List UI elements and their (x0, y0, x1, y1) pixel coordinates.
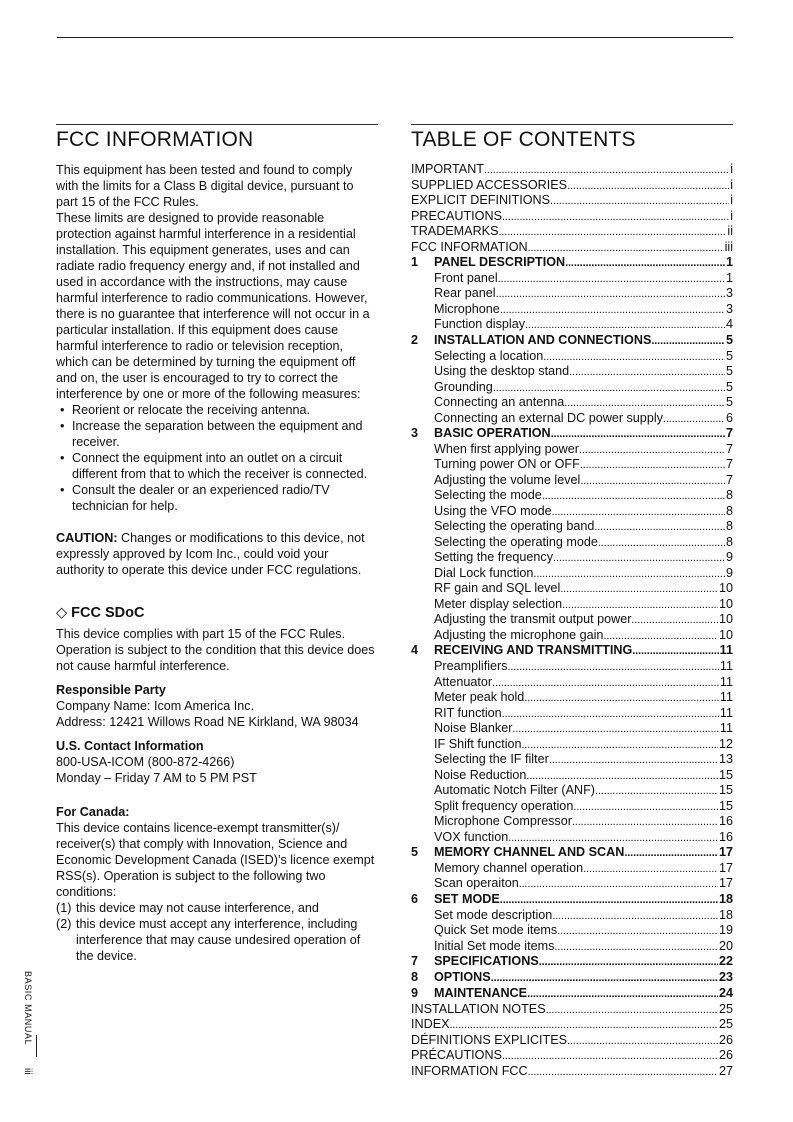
toc-dot-leader (522, 737, 718, 754)
toc-entry-title: When first applying power (434, 441, 579, 456)
fcc-measures-list (56, 402, 378, 514)
toc-dot-leader (524, 690, 719, 707)
toc-dot-leader (519, 876, 718, 893)
toc-entry-title: SET MODE (434, 891, 500, 906)
toc-dot-leader (573, 799, 718, 816)
toc-entry-title: Grounding (434, 379, 493, 394)
toc-entry-page: 26 (718, 1048, 733, 1063)
toc-entry (411, 473, 733, 489)
toc-dot-leader (512, 721, 719, 738)
toc-entry-page: 7 (725, 441, 733, 456)
company-address: Address: 12421 Willows Road NE Kirkland, WA 98034 (56, 715, 359, 729)
toc-entry-title: SPECIFICATIONS (434, 954, 539, 969)
toc-entry-title: Set mode description (434, 907, 553, 922)
toc-dot-leader (507, 659, 718, 676)
toc-entry-page: 5 (725, 395, 733, 410)
toc-entry (411, 892, 733, 908)
toc-dot-leader (542, 488, 725, 505)
toc-dot-leader (502, 209, 729, 226)
toc-entry (411, 1048, 733, 1064)
toc-entry-title: IF Shift function (434, 736, 522, 751)
toc-entry-title: Microphone (434, 301, 500, 316)
toc-entry-page: 22 (718, 954, 733, 969)
toc-dot-leader (502, 1048, 718, 1065)
toc-dot-leader (579, 442, 725, 459)
toc-dot-leader (526, 768, 718, 785)
toc-entry-title: Using the VFO mode (434, 503, 552, 518)
toc-entry (411, 178, 733, 194)
toc-dot-leader (598, 535, 725, 552)
toc-entry-page: iii (724, 239, 733, 254)
toc-dot-leader (498, 224, 726, 241)
toc-entry (411, 395, 733, 411)
toc-dot-leader (554, 939, 718, 956)
toc-entry (411, 317, 733, 333)
toc-entry-page: 13 (718, 752, 733, 767)
caution-label: CAUTION: (56, 531, 118, 545)
toc-dot-leader (567, 178, 729, 195)
toc-dot-leader (539, 954, 718, 971)
toc-entry-title: Memory channel operation (434, 860, 584, 875)
toc-entry-page: 10 (718, 627, 733, 642)
toc-entry (411, 380, 733, 396)
toc-entry-page: 16 (718, 829, 733, 844)
toc-entry-page: 15 (718, 798, 733, 813)
toc-entry (411, 581, 733, 597)
toc-entry-page: 15 (718, 767, 733, 782)
canada-condition-item: (1) this device may not cause interference, and (56, 901, 319, 915)
toc-entry (411, 643, 733, 659)
contact-phone: 800-USA-ICOM (800-872-4266) (56, 755, 235, 769)
toc-entry (411, 799, 733, 815)
toc-entry-page: 8 (725, 519, 733, 534)
toc-entry-page: 5 (725, 364, 733, 379)
toc-dot-leader (498, 271, 725, 288)
toc-entry (411, 986, 733, 1002)
toc-entry (411, 1064, 733, 1080)
contact-hours: Monday – Friday 7 AM to 5 PM PST (56, 771, 257, 785)
toc-entry (411, 908, 733, 924)
toc-dot-leader (631, 612, 718, 629)
toc-entry-page: 27 (718, 1063, 733, 1078)
toc-entry-page: 1 (725, 270, 733, 285)
toc-entry (411, 535, 733, 551)
toc-entry-title: Selecting the IF filter (434, 752, 549, 767)
toc-entry-title: MAINTENANCE (434, 985, 528, 1000)
side-rule (36, 1035, 37, 1057)
toc-entry-page: 5 (725, 332, 733, 347)
toc-entry-title: Connecting an antenna (434, 395, 565, 410)
toc-entry-page: 10 (718, 596, 733, 611)
toc-entry (411, 1002, 733, 1018)
toc-entry-title: Setting the frequency (434, 550, 554, 565)
toc-entry-page: 6 (725, 410, 733, 425)
toc-entry-title: RIT function (434, 705, 502, 720)
toc-entry-page: 11 (719, 721, 733, 736)
toc-entry (411, 255, 733, 271)
toc-entry (411, 302, 733, 318)
toc-dot-leader (651, 333, 725, 350)
fcc-measure-item: • Increase the separation between the equipment and receiver. (56, 418, 378, 450)
toc-entry-title: Split frequency operation (434, 798, 574, 813)
company-name: Company Name: Icom America Inc. (56, 699, 255, 713)
toc-entry-title: Adjusting the volume level (434, 472, 581, 487)
toc-entry-title: Using the desktop stand (434, 364, 570, 379)
toc-dot-leader (552, 908, 718, 925)
toc-entry-title: Initial Set mode items (434, 938, 555, 953)
toc-entry (411, 240, 733, 256)
toc-dot-leader (564, 395, 725, 412)
toc-dot-leader (502, 706, 719, 723)
toc-dot-leader (500, 892, 718, 909)
toc-entry (411, 550, 733, 566)
canada-text: This device contains licence-exempt transmitter(s)/ receiver(s) that comply with Innovation, Science and Economic Development Canada (ISED)’s licence exempt RSS(s). Operation is subject to the following two conditions: (56, 821, 375, 899)
toc-entry-page: 9 (725, 550, 733, 565)
toc-entry (411, 939, 733, 955)
toc-entry-title: Dial Lock function (434, 565, 534, 580)
toc-dot-leader (493, 380, 725, 397)
toc-dot-leader (527, 986, 718, 1003)
toc-entry (411, 690, 733, 706)
toc-entry-title: Turning power ON or OFF (434, 457, 580, 472)
toc-entry (411, 768, 733, 784)
toc-entry-page: 12 (718, 736, 733, 751)
toc-chapter-number: 7 (411, 954, 419, 969)
toc-title-rule (411, 124, 733, 125)
toc-entry (411, 597, 733, 613)
toc-entry-title: RECEIVING AND TRANSMITTING (434, 643, 633, 658)
toc-entry (411, 970, 733, 986)
toc-entry-title: Scan operaiton (434, 876, 519, 891)
toc-entry-title: Meter display selection (434, 596, 563, 611)
toc-dot-leader (557, 923, 718, 940)
toc-entry-title: INDEX (411, 1017, 450, 1032)
toc-entry-page: 5 (725, 379, 733, 394)
toc-chapter-number: 2 (411, 332, 419, 347)
toc-dot-leader (603, 628, 718, 645)
fcc-measure-item: • Connect the equipment into an outlet on a circuit different from that to which the receiver is connected. (56, 450, 378, 482)
toc-dot-leader (583, 861, 718, 878)
fcc-title-rule (56, 124, 378, 125)
toc-entry (411, 923, 733, 939)
table-of-contents-section (411, 124, 733, 1079)
toc-entry (411, 519, 733, 535)
toc-entry-title: Automatic Notch Filter (ANF) (434, 783, 595, 798)
toc-entry-page: i (730, 177, 733, 192)
toc-entry-title: Selecting the mode (434, 488, 542, 503)
toc-entry-title: INSTALLATION NOTES (411, 1001, 546, 1016)
toc-entry (411, 706, 733, 722)
toc-dot-leader (594, 519, 725, 536)
toc-entry-page: 18 (718, 907, 733, 922)
toc-chapter-number: 3 (411, 426, 419, 441)
toc-dot-leader (663, 411, 725, 428)
toc-dot-leader (552, 504, 725, 521)
toc-entry (411, 349, 733, 365)
toc-entry (411, 209, 733, 225)
toc-entry-page: 23 (718, 970, 733, 985)
toc-list (411, 162, 733, 1079)
toc-entry-title: Adjusting the transmit output power (434, 612, 632, 627)
toc-entry-page: i (730, 162, 733, 176)
toc-entry-title: Function display (434, 317, 526, 332)
toc-title: TABLE OF CONTENTS (411, 128, 636, 151)
canada-conditions-list (56, 900, 378, 964)
toc-entry-title: Noise Reduction (434, 767, 527, 782)
toc-entry-page: 25 (718, 1017, 733, 1032)
toc-entry-title: Front panel (434, 270, 498, 285)
toc-entry-page: 18 (718, 891, 733, 906)
toc-dot-leader (560, 581, 718, 598)
toc-entry-title: IMPORTANT (411, 162, 484, 176)
toc-entry-page: 19 (718, 923, 733, 938)
toc-chapter-number: 4 (411, 643, 419, 658)
toc-entry (411, 845, 733, 861)
toc-chapter-number: 9 (411, 985, 419, 1000)
toc-entry (411, 333, 733, 349)
toc-entry (411, 457, 733, 473)
toc-entry-page: 7 (725, 426, 733, 441)
header-rule (57, 37, 733, 38)
toc-entry (411, 612, 733, 628)
toc-dot-leader (525, 317, 725, 334)
toc-entry (411, 1033, 733, 1049)
toc-dot-leader (508, 830, 718, 847)
fcc-para-2: These limits are designed to provide reasonable protection against harmful interference in a residential installation. This equipment generates, uses and can radiate radio frequency energy and, if not installed and used in accordance with the instructions, may cause harmful interference to radio communications. However, there is no guarantee that interference will not occur in a particular installation. If this equipment does cause harmful interference to radio or television reception, which can be determined by turning the equipment off and on, the user is encouraged to try to correct the interference by one or more of the following measures: (56, 211, 370, 401)
toc-entry-page: 11 (719, 643, 733, 658)
toc-entry (411, 193, 733, 209)
toc-entry-title: DÉFINITIONS EXPLICITES (411, 1032, 568, 1047)
toc-dot-leader (500, 302, 725, 319)
toc-entry-title: BASIC OPERATION (434, 426, 551, 441)
toc-entry (411, 675, 733, 691)
toc-entry-title: MEMORY CHANNEL AND SCAN (434, 845, 625, 860)
toc-entry-page: 3 (725, 286, 733, 301)
fcc-caution (56, 530, 378, 578)
toc-entry (411, 659, 733, 675)
toc-dot-leader (450, 1017, 718, 1034)
toc-entry-title: Adjusting the microphone gain (434, 627, 604, 642)
toc-entry-page: 10 (718, 612, 733, 627)
toc-entry-page: i (730, 193, 733, 207)
toc-dot-leader (533, 566, 725, 583)
fcc-para-1: This equipment has been tested and found to comply with the limits for a Class B digital device, pursuant to part 15 of the FCC Rules. (56, 163, 354, 209)
toc-dot-leader (553, 550, 725, 567)
toc-entry-page: 17 (718, 845, 733, 860)
toc-entry (411, 162, 733, 178)
toc-entry-title: Selecting the operating mode (434, 534, 598, 549)
toc-entry-title: PANEL DESCRIPTION (434, 255, 566, 269)
toc-dot-leader (543, 349, 725, 366)
toc-entry-page: 16 (718, 814, 733, 829)
toc-entry-page: 15 (718, 783, 733, 798)
toc-chapter-number: 6 (411, 891, 419, 906)
toc-entry (411, 814, 733, 830)
toc-entry-page: i (730, 208, 733, 223)
toc-entry-page: 11 (719, 659, 733, 674)
toc-entry (411, 566, 733, 582)
toc-entry-page: 10 (718, 581, 733, 596)
toc-dot-leader (549, 752, 718, 769)
toc-dot-leader (572, 814, 718, 831)
toc-entry-title: PRÉCAUTIONS (411, 1048, 502, 1063)
toc-entry (411, 628, 733, 644)
toc-entry-title: PRECAUTIONS (411, 208, 502, 223)
toc-entry-page: 24 (718, 985, 733, 1000)
toc-entry (411, 737, 733, 753)
caution-text: Changes or modifications to this device, not expressly approved by Icom Inc., could void your authority to operate this device under FCC regulations. (56, 531, 365, 577)
toc-entry-title: Selecting a location (434, 348, 544, 363)
fcc-sdoc-heading: ◇ FCC SDoC (56, 605, 145, 621)
toc-entry-title: INFORMATION FCC (411, 1063, 528, 1078)
toc-entry (411, 876, 733, 892)
toc-dot-leader (624, 845, 718, 862)
toc-entry-page: 1 (725, 255, 733, 269)
toc-entry-page: 17 (718, 860, 733, 875)
toc-dot-leader (550, 193, 729, 210)
toc-entry (411, 442, 733, 458)
toc-entry-title: Meter peak hold (434, 690, 525, 705)
toc-entry (411, 426, 733, 442)
toc-dot-leader (484, 162, 729, 179)
toc-entry-title: Rear panel (434, 286, 496, 301)
toc-entry-title: Microphone Compressor (434, 814, 572, 829)
toc-entry (411, 271, 733, 287)
toc-entry-page: 7 (725, 472, 733, 487)
page-number: iii (22, 1068, 33, 1075)
toc-entry-title: Connecting an external DC power supply (434, 410, 663, 425)
toc-entry-page: 26 (718, 1032, 733, 1047)
toc-entry-page: 25 (718, 1001, 733, 1016)
toc-dot-leader (569, 364, 725, 381)
toc-entry-title: EXPLICIT DEFINITIONS (411, 193, 551, 207)
toc-entry-title: Selecting the operating band (434, 519, 595, 534)
toc-entry (411, 752, 733, 768)
responsible-party-heading: Responsible Party (56, 683, 166, 697)
toc-entry-page: 8 (725, 488, 733, 503)
fcc-information-section (56, 124, 378, 964)
toc-entry-page: 8 (725, 534, 733, 549)
toc-dot-leader (580, 473, 725, 490)
toc-entry-title: TRADEMARKS (411, 224, 499, 238)
toc-entry (411, 783, 733, 799)
fcc-sdoc-text: This device complies with part 15 of the FCC Rules. Operation is subject to the condition that this device does not cause harmful interference. (56, 627, 375, 673)
toc-chapter-number: 8 (411, 970, 419, 985)
fcc-measure-item: • Reorient or relocate the receiving antenna. (56, 402, 378, 418)
toc-entry (411, 504, 733, 520)
toc-entry-page: 9 (725, 565, 733, 580)
toc-entry-page: 11 (719, 705, 733, 720)
toc-dot-leader (565, 255, 725, 272)
toc-entry-page: 4 (725, 317, 733, 332)
toc-dot-leader (551, 426, 725, 443)
toc-entry (411, 861, 733, 877)
toc-dot-leader (546, 1002, 718, 1019)
toc-chapter-number: 5 (411, 845, 419, 860)
toc-chapter-number: 1 (411, 255, 419, 269)
fcc-title: FCC INFORMATION (56, 128, 254, 151)
toc-entry-page: 11 (719, 690, 733, 705)
toc-dot-leader (562, 597, 718, 614)
toc-dot-leader (491, 970, 718, 987)
toc-entry-title: Noise Blanker (434, 721, 513, 736)
toc-entry-page: 17 (718, 876, 733, 891)
toc-dot-leader (528, 1064, 718, 1081)
toc-entry-page: 7 (725, 457, 733, 472)
toc-entry (411, 721, 733, 737)
toc-entry-page: 8 (725, 503, 733, 518)
toc-entry-title: VOX function (434, 829, 509, 844)
toc-entry-title: Quick Set mode items (434, 923, 558, 938)
fcc-measure-item: • Consult the dealer or an experienced radio/TV technician for help. (56, 482, 378, 514)
toc-entry-title: RF gain and SQL level (434, 581, 561, 596)
toc-entry (411, 364, 733, 380)
toc-entry (411, 954, 733, 970)
toc-entry-page: ii (727, 224, 733, 238)
toc-entry (411, 411, 733, 427)
toc-dot-leader (595, 783, 718, 800)
toc-entry (411, 488, 733, 504)
toc-entry-title: SUPPLIED ACCESSORIES (411, 177, 568, 192)
toc-entry (411, 1017, 733, 1033)
toc-dot-leader (492, 675, 719, 692)
toc-entry-page: 5 (725, 348, 733, 363)
toc-dot-leader (496, 286, 725, 303)
canada-condition-item: (2) this device must accept any interference, including interference that may cause undesired operation of the device. (56, 917, 361, 963)
toc-entry-title: Attenuator (434, 674, 493, 689)
toc-entry-page: 20 (718, 938, 733, 953)
toc-entry (411, 286, 733, 302)
toc-entry-title: Preamplifiers (434, 659, 508, 674)
toc-entry-title: FCC INFORMATION (411, 239, 528, 254)
toc-entry-title: OPTIONS (434, 970, 491, 985)
toc-entry (411, 830, 733, 846)
canada-heading: For Canada: (56, 805, 130, 819)
toc-dot-leader (580, 457, 725, 474)
toc-entry (411, 224, 733, 240)
toc-dot-leader (567, 1033, 718, 1050)
manual-side-label: BASIC MANUAL (23, 971, 33, 1046)
toc-entry-title: INSTALLATION AND CONNECTIONS (434, 332, 652, 347)
toc-entry-page: 3 (725, 301, 733, 316)
toc-dot-leader (632, 643, 718, 660)
us-contact-heading: U.S. Contact Information (56, 739, 204, 753)
toc-entry-page: 11 (719, 674, 733, 689)
toc-dot-leader (528, 240, 724, 257)
